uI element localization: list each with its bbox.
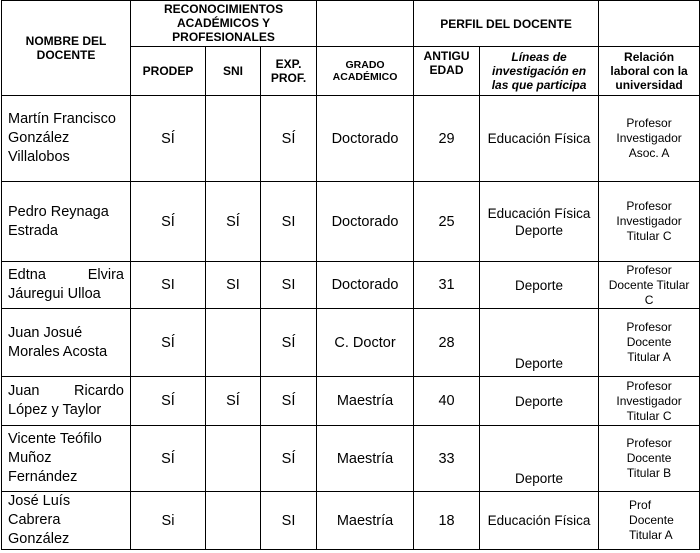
docente-name	[2, 262, 131, 309]
prodep-cell: SÍ	[131, 182, 206, 262]
table-row	[2, 377, 700, 426]
relacion-line: Investigador	[616, 393, 682, 408]
name-line: López y Taylor	[8, 402, 102, 418]
exp-prof-cell: SI	[261, 262, 317, 309]
header-nombre: NOMBRE DEL DOCENTE	[2, 1, 131, 96]
linea-item: Deporte	[515, 393, 564, 409]
name-line: Villalobos	[8, 149, 70, 165]
relacion-line: Titular C	[626, 229, 672, 243]
relacion-cell	[599, 96, 700, 182]
lineas-cell	[480, 262, 599, 309]
sni-cell: SÍ	[206, 377, 261, 426]
relacion-line: Titular A	[629, 528, 673, 542]
table-row	[2, 309, 700, 377]
relacion-line: Titular A	[627, 350, 671, 364]
lineas-cell	[480, 426, 599, 492]
header-antiguedad: ANTIGU EDAD	[414, 47, 480, 96]
relacion-line: Titular C	[626, 408, 672, 423]
sni-cell	[206, 309, 261, 377]
header-exp-prof: EXP. PROF.	[261, 47, 317, 96]
name-line: Vicente Teófilo	[8, 431, 102, 447]
name-line: Fernández	[8, 469, 78, 485]
antiguedad-cell: 28	[414, 309, 480, 377]
relacion-cell	[599, 262, 700, 309]
header-relacion: Relación laboral con la universidad	[599, 47, 700, 96]
relacion-line: Profesor	[626, 116, 672, 130]
table-row	[2, 262, 700, 309]
table-row	[2, 426, 700, 492]
name-line: González	[8, 130, 70, 146]
name-line: Edtna Elvira	[8, 267, 124, 283]
name-line: Martín Francisco	[8, 111, 116, 127]
grado-cell: Maestría	[317, 377, 414, 426]
antiguedad-cell: 31	[414, 262, 480, 309]
docente-name	[2, 426, 131, 492]
linea-item: Educación Física	[487, 131, 591, 146]
name-line: Jáuregui Ulloa	[8, 286, 101, 302]
relacion-cell	[599, 426, 700, 492]
relacion-line: Profesor	[626, 436, 672, 450]
header-lineas: Líneas de investigación en las que participa	[480, 47, 599, 96]
linea-item: Deporte	[515, 356, 564, 371]
sni-cell	[206, 96, 261, 182]
header-sni: SNI	[206, 47, 261, 96]
exp-prof-cell: SÍ	[261, 426, 317, 492]
linea-item: Deporte	[515, 222, 564, 238]
relacion-line: C	[644, 292, 654, 307]
header-perfil: PERFIL DEL DOCENTE	[414, 1, 599, 47]
prodep-cell: SÍ	[131, 96, 206, 182]
name-line: Estrada	[8, 222, 58, 239]
relacion-line: Docente	[629, 513, 674, 527]
sni-cell	[206, 426, 261, 492]
lineas-cell	[480, 96, 599, 182]
name-line: González	[8, 531, 70, 547]
relacion-line: Profesor	[626, 320, 672, 334]
docente-name	[2, 182, 131, 262]
docentes-table	[1, 0, 700, 550]
docente-name	[2, 377, 131, 426]
antiguedad-cell: 33	[414, 426, 480, 492]
docente-name	[2, 96, 131, 182]
header-grado: GRADO ACADÉMICO	[317, 47, 414, 96]
sni-cell	[206, 492, 261, 550]
docente-name	[2, 309, 131, 377]
table-row	[2, 182, 700, 262]
antiguedad-cell: 18	[414, 492, 480, 550]
table-row	[2, 492, 700, 550]
header-blank-2	[599, 1, 700, 47]
header-row-top	[2, 1, 700, 47]
sni-cell: SI	[206, 262, 261, 309]
prodep-cell: SÍ	[131, 426, 206, 492]
relacion-line: Profesor	[626, 378, 672, 393]
grado-cell: Maestría	[317, 426, 414, 492]
prodep-cell: SI	[131, 262, 206, 309]
relacion-line: Profesor	[626, 262, 672, 277]
exp-prof-cell: SÍ	[261, 309, 317, 377]
relacion-line: Docente	[626, 335, 672, 349]
prodep-cell: Si	[131, 492, 206, 550]
lineas-cell	[480, 309, 599, 377]
relacion-cell	[599, 492, 700, 550]
sni-cell: SÍ	[206, 182, 261, 262]
antiguedad-cell: 25	[414, 182, 480, 262]
relacion-line: Investigador	[616, 131, 682, 145]
lineas-cell	[480, 377, 599, 426]
grado-cell: Maestría	[317, 492, 414, 550]
relacion-line: Profesor	[626, 199, 672, 213]
relacion-cell	[599, 182, 700, 262]
name-line: José Luís	[8, 493, 71, 509]
grado-cell: Doctorado	[317, 96, 414, 182]
name-line: Juan Josué	[8, 324, 83, 341]
linea-item: Deporte	[515, 471, 564, 486]
relacion-line: Docente	[626, 451, 672, 465]
prodep-cell: SÍ	[131, 309, 206, 377]
name-line: Muñoz	[8, 450, 52, 466]
antiguedad-cell: 29	[414, 96, 480, 182]
prodep-cell: SÍ	[131, 377, 206, 426]
relacion-line: Asoc. A	[628, 146, 670, 160]
grado-cell: C. Doctor	[317, 309, 414, 377]
table-row	[2, 96, 700, 182]
linea-item: Educación Física	[487, 513, 591, 528]
relacion-cell	[599, 377, 700, 426]
relacion-cell	[599, 309, 700, 377]
lineas-cell	[480, 182, 599, 262]
header-blank-1	[317, 1, 414, 47]
docente-name	[2, 492, 131, 550]
exp-prof-cell: SÍ	[261, 96, 317, 182]
name-line: Pedro Reynaga	[8, 203, 109, 220]
exp-prof-cell: SÍ	[261, 377, 317, 426]
lineas-cell	[480, 492, 599, 550]
exp-prof-cell: SI	[261, 492, 317, 550]
antiguedad-cell: 40	[414, 377, 480, 426]
relacion-line: Docente Titular	[608, 277, 690, 292]
relacion-line: Prof	[629, 498, 652, 512]
grado-cell: Doctorado	[317, 182, 414, 262]
relacion-line: Titular B	[626, 466, 672, 480]
name-line: Cabrera	[8, 512, 61, 528]
relacion-line: Investigador	[616, 214, 682, 228]
name-line: Juan Ricardo	[8, 383, 124, 399]
linea-item: Educación Física	[487, 205, 591, 221]
header-reconocimientos: RECONOCIMIENTOS ACADÉMICOS Y PROFESIONALES	[131, 1, 317, 47]
name-line: Morales Acosta	[8, 343, 108, 360]
header-prodep: PRODEP	[131, 47, 206, 96]
exp-prof-cell: SI	[261, 182, 317, 262]
linea-item: Deporte	[515, 277, 564, 293]
grado-cell: Doctorado	[317, 262, 414, 309]
